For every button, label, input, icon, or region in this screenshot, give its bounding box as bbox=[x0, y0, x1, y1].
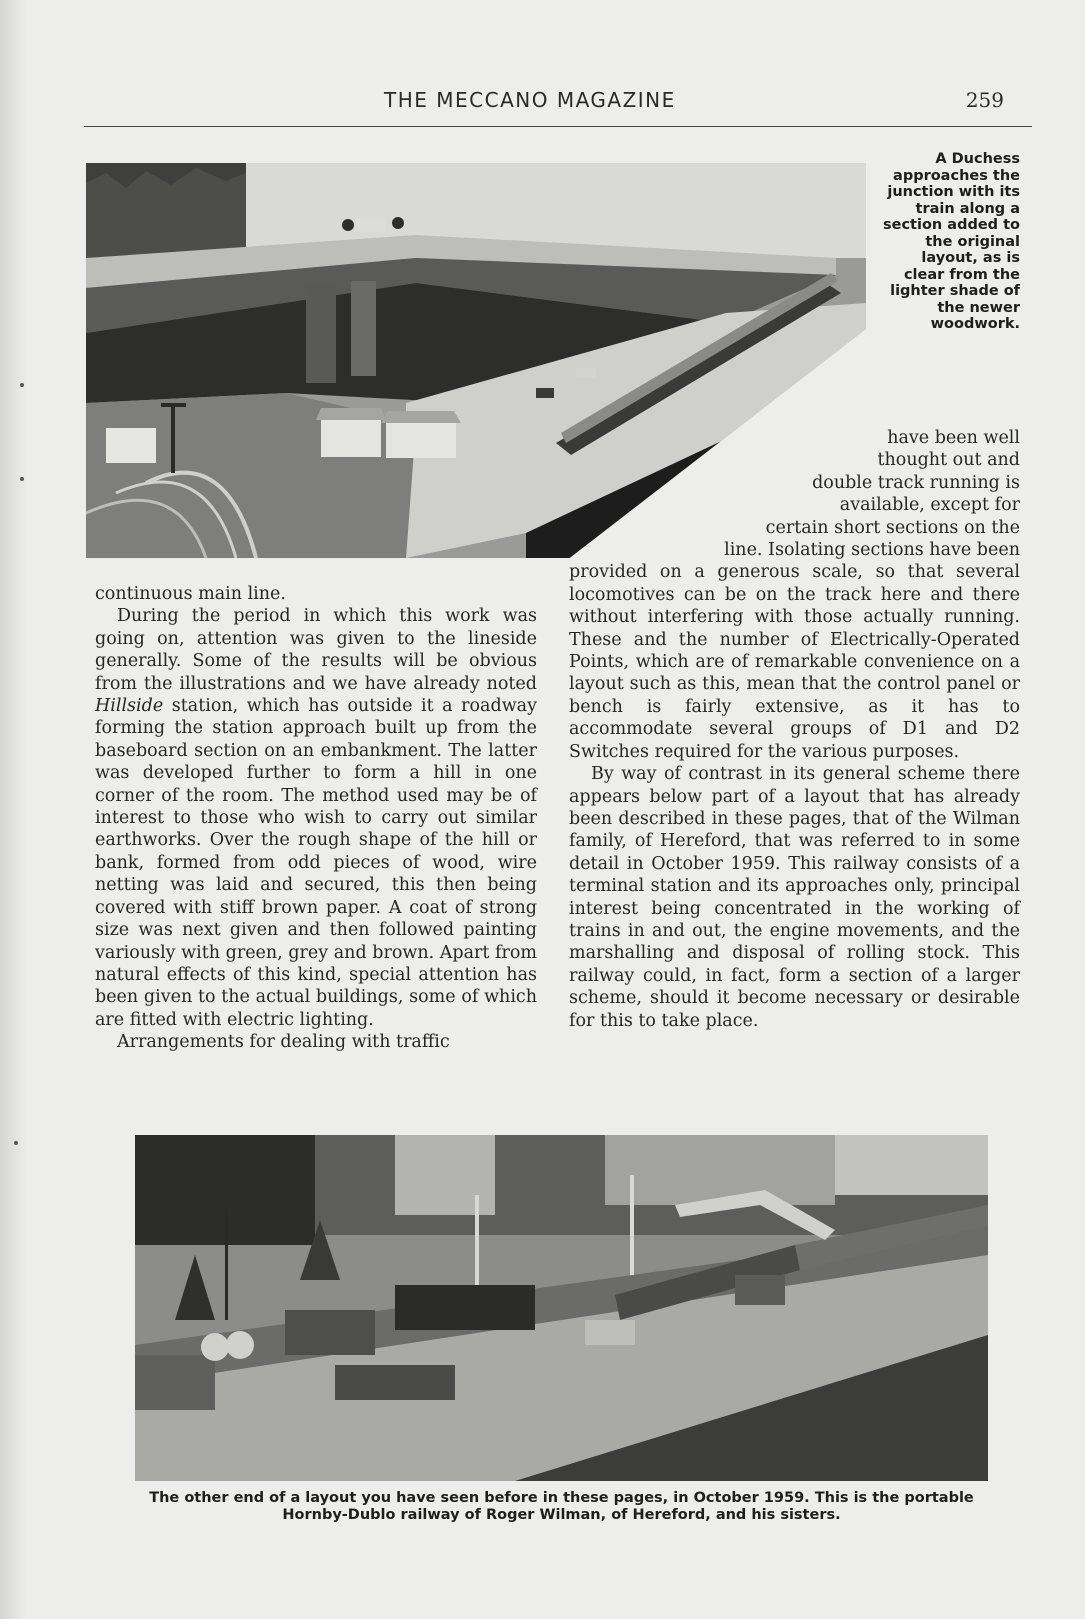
hillside-station-name: Hillside bbox=[95, 696, 164, 717]
margin-speck bbox=[20, 477, 24, 481]
margin-speck bbox=[20, 383, 24, 387]
text-line: available, except for bbox=[839, 495, 1020, 516]
top-photo-caption: A Duchess approaches the junction with its train along a section added to the original layout, as is clear from the lighter shade of the newer woodwork. bbox=[883, 151, 1020, 332]
text-line: certain short sections on the bbox=[765, 517, 1020, 538]
left-column bbox=[95, 583, 537, 1054]
right-paragraph-1-rest: provided on a generous scale, so that several locomotives can be on the track here and there without interfering with those actually running. These and the number of Electrically-Operated Points, which are of remarkable convenience on a layout such as this, mean that the control panel or bench is fairly extensive, as it has to accommodate several groups of D1 and D2 Switches required for the various purposes. bbox=[569, 562, 1020, 762]
left-paragraph-2-end: station, which has outside it a roadway forming the station approach built up from the baseboard section on an embankment. The latter was developed further to form a hill in one corner of the room. The method used may be of interest to those who wish to carry out similar earthworks. Over the rough shape of the hill or bank, formed from odd pieces of wood, wire netting was laid and secured, this then being covered with stiff brown paper. A coat of strong size was next given and then followed painting variously with green, grey and brown. Apart from natural effects of this kind, special attention has been given to the actual buildings, some of which are fitted with electric lighting. bbox=[95, 696, 537, 1030]
text-line: double track running is bbox=[812, 472, 1020, 493]
magazine-title: THE MECCANO MAGAZINE bbox=[384, 88, 676, 112]
left-paragraph-2-start: During the period in which this work was going on, attention was given to the lineside generally. Some of the results will be obvious from the illustrations and we have already noted bbox=[95, 606, 537, 694]
bottom-caption-line-1: The other end of a layout you have seen before in these pages, in October 1959. This is the portable bbox=[149, 1490, 974, 1506]
layout-photo-wilman bbox=[135, 1135, 988, 1481]
left-paragraph-2 bbox=[95, 605, 537, 1031]
page-edge-shadow bbox=[0, 0, 28, 1619]
bottom-photo-caption bbox=[135, 1490, 988, 1524]
page-number: 259 bbox=[965, 88, 1004, 112]
text-line: line. Isolating sections have been bbox=[724, 540, 1020, 561]
text-line: thought out and bbox=[877, 450, 1020, 471]
text-line: have been well bbox=[887, 428, 1020, 448]
right-column bbox=[569, 427, 1020, 1032]
margin-speck bbox=[14, 1141, 18, 1145]
left-paragraph-3: Arrangements for dealing with traffic bbox=[117, 1032, 450, 1053]
page-header bbox=[84, 86, 1032, 127]
left-paragraph-1: continuous main line. bbox=[95, 584, 286, 604]
bottom-caption-line-2: Hornby-Dublo railway of Roger Wilman, of Hereford, and his sisters. bbox=[282, 1507, 841, 1523]
right-paragraph-2: By way of contrast in its general scheme there appears below part of a layout that has already been described in these pages, that of the Wilman family, of Hereford, that was referred to in some detail in October 1959. This railway consists of a terminal station and its approaches only, principal interest being concentrated in the working of trains in and out, the engine movements, and the marshalling and disposal of rolling stock. This railway could, in fact, form a section of a larger scheme, should it become necessary or desirable for this to take place. bbox=[569, 764, 1020, 1031]
